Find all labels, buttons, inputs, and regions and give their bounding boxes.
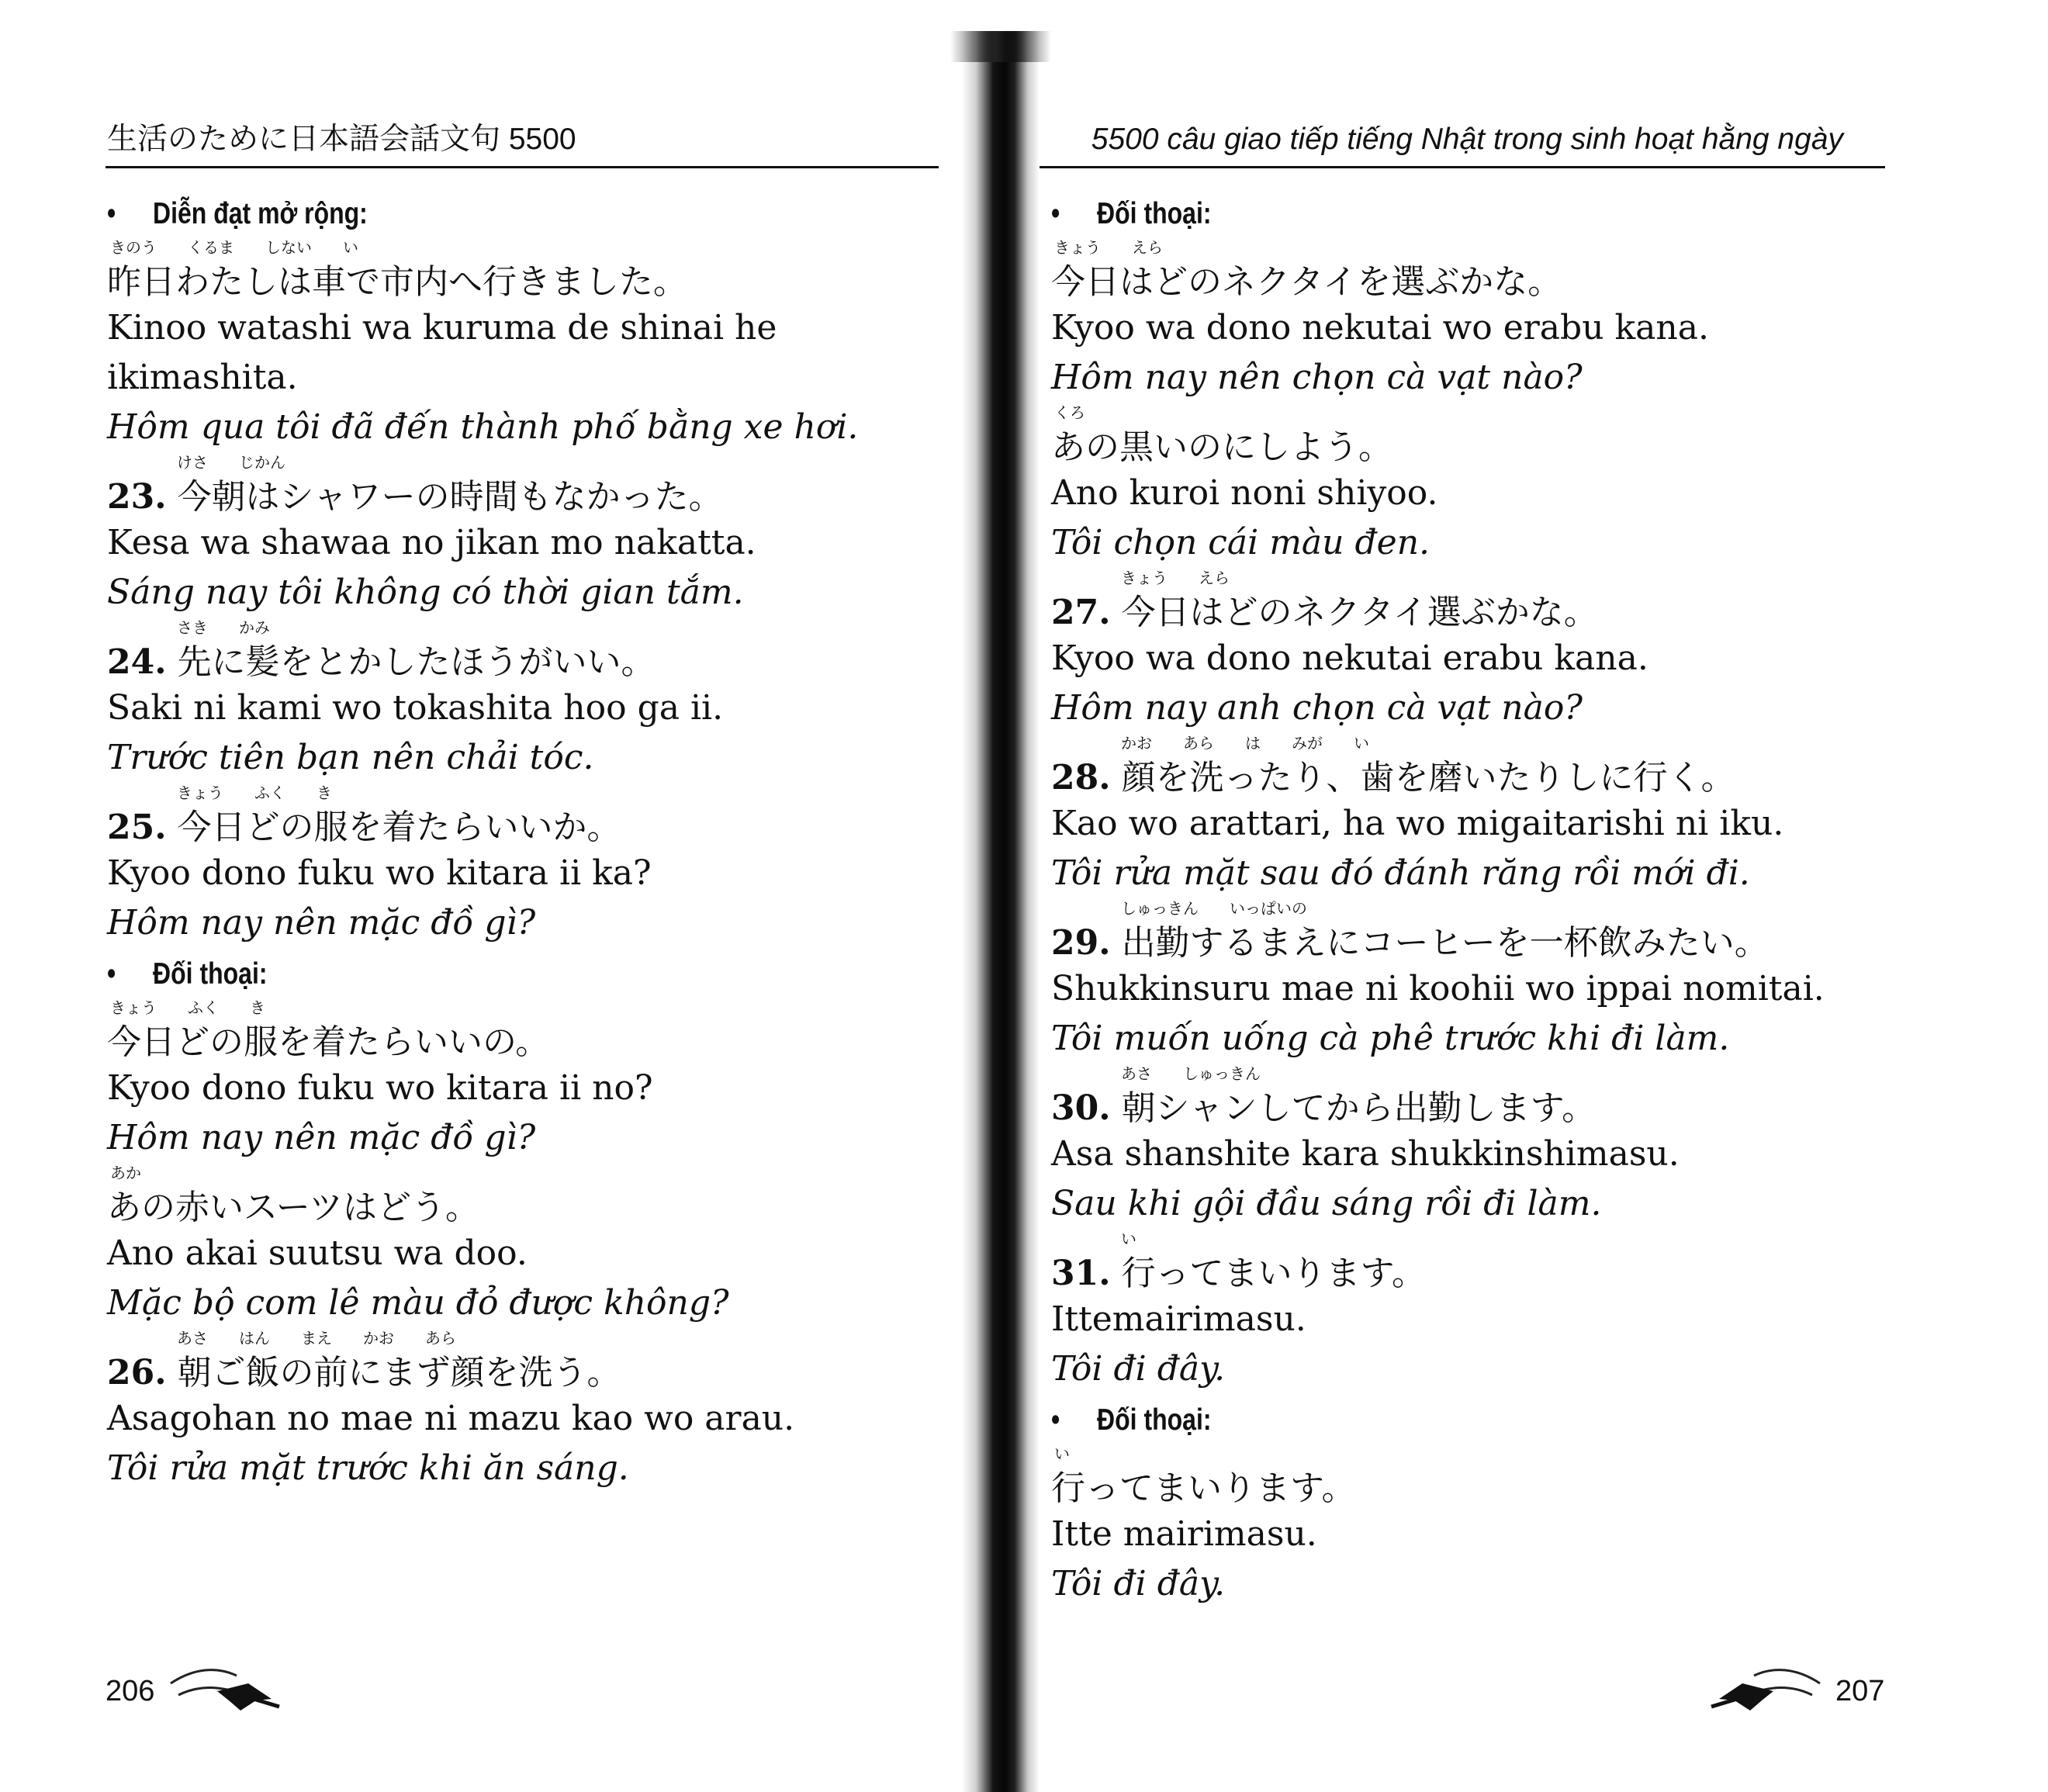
phrase-number: 30. [1051, 1088, 1111, 1128]
numbered-phrase [1051, 1064, 1889, 1130]
romaji-line: Ano akai suutsu wa doo. [107, 1233, 528, 1273]
japanese-line [1051, 1444, 1889, 1510]
numbered-phrase [1051, 568, 1889, 634]
phrase-number: 31. [1051, 1254, 1111, 1293]
japanese-text: 今日どの服を着たらいいの。 [107, 1022, 550, 1062]
romaji-line: Kinoo watashi wa kuruma de shinai he [107, 308, 777, 348]
japanese-text: あの黒いのにしよう。 [1051, 427, 1392, 467]
section-heading-label: Đối thoại: [1097, 1403, 1212, 1437]
furigana: かお [1121, 734, 1152, 752]
furigana: えら [1199, 569, 1230, 587]
furigana: えら [1132, 238, 1163, 257]
furigana: はん [239, 1329, 270, 1347]
section-heading [107, 191, 794, 237]
vietnamese-translation: Hôm nay nên mặc đồ gì? [107, 1118, 536, 1157]
section-heading-label: Đối thoại: [1097, 197, 1212, 230]
vietnamese-translation: Trước tiên bạn nên chải tóc. [107, 738, 594, 777]
phrase-number: 27. [1051, 593, 1111, 632]
bird-ornament-icon [163, 1652, 287, 1722]
furigana: あさ [1121, 1064, 1152, 1083]
phrase-number: 24. [107, 642, 167, 682]
romaji-line: Saki ni kami wo tokashita hoo ga ii. [107, 688, 724, 728]
japanese-text: 今日はどのネクタイを選ぶかな。 [1051, 262, 1562, 302]
japanese-text: 顔を洗ったり、歯を磨いたりしに行く。 [1121, 758, 1735, 797]
furigana: いっぱいの [1230, 899, 1307, 918]
left-header-rule [106, 166, 939, 168]
romaji-line: Asagohan no mae ni mazu kao wo arau. [107, 1399, 795, 1438]
japanese-line [107, 237, 945, 303]
left-page-content [107, 188, 945, 1493]
vietnamese-translation: Tôi đi đây. [1051, 1349, 1226, 1389]
japanese-line [1051, 403, 1889, 469]
phrase-number: 26. [107, 1353, 167, 1392]
furigana: い [1121, 1230, 1136, 1248]
romaji-line: Ittemairimasu. [1051, 1299, 1306, 1339]
bird-ornament-icon [1704, 1652, 1828, 1722]
romaji-line: Kyoo dono fuku wo kitara ii ka? [107, 853, 652, 893]
vietnamese-translation: Sáng nay tôi không có thời gian tắm. [107, 573, 744, 612]
furigana: かみ [239, 618, 270, 637]
romaji-line: Kesa wa shawaa no jikan mo nakatta. [107, 523, 756, 562]
furigana: ふく [188, 998, 219, 1017]
furigana: ふく [254, 784, 285, 802]
phrase-number: 28. [1051, 758, 1111, 797]
vietnamese-translation: Tôi chọn cái màu đen. [1051, 523, 1430, 562]
right-running-header: 5500 câu giao tiếp tiếng Nhật trong sinh hoạt hằng ngày [1091, 123, 1843, 156]
romaji-line: Asa shanshite kara shukkinshimasu. [1051, 1134, 1680, 1174]
furigana: あら [1183, 734, 1214, 752]
romaji-line: ikimashita. [107, 358, 298, 397]
furigana: しゅっきん [1121, 899, 1199, 918]
furigana: い [343, 238, 358, 257]
vietnamese-translation: Mặc bộ com lê màu đỏ được không? [107, 1283, 729, 1323]
furigana: けさ [177, 453, 208, 472]
section-heading [1051, 1397, 1738, 1444]
furigana: かお [363, 1329, 394, 1347]
vietnamese-translation: Tôi đi đây. [1051, 1564, 1226, 1603]
left-page-number: 206 [106, 1675, 155, 1707]
furigana: きょう [110, 998, 157, 1017]
section-heading-label: Đối thoại: [153, 957, 268, 991]
furigana-row [107, 618, 945, 638]
furigana: みが [1292, 734, 1323, 752]
vietnamese-translation: Tôi rửa mặt sau đó đánh răng rồi mới đi. [1051, 853, 1750, 893]
furigana: きょう [1121, 569, 1168, 587]
furigana-row [107, 783, 945, 803]
furigana: くるま [188, 238, 234, 257]
furigana: は [1245, 734, 1261, 752]
numbered-phrase [107, 1328, 945, 1394]
furigana: い [1354, 734, 1369, 752]
furigana: まえ [301, 1329, 332, 1347]
phrase-number: 23. [107, 477, 167, 517]
japanese-text: 行ってまいります。 [1051, 1469, 1356, 1508]
romaji-line: Kyoo dono fuku wo kitara ii no? [107, 1068, 653, 1108]
furigana-row [1051, 1444, 1889, 1464]
furigana: くろ [1054, 403, 1085, 422]
japanese-text: 行ってまいります。 [1121, 1254, 1427, 1293]
furigana-row [1051, 1229, 1889, 1249]
japanese-text: 今日はどのネクタイ選ぶかな。 [1121, 593, 1598, 632]
left-page [0, 0, 1001, 1792]
furigana: い [1054, 1444, 1070, 1463]
japanese-text: 先に髪をとかしたほうがいい。 [177, 642, 656, 682]
furigana: じかん [239, 453, 285, 472]
romaji-line: Kyoo wa dono nekutai erabu kana. [1051, 638, 1648, 678]
vietnamese-translation: Hôm nay nên chọn cà vạt nào? [1051, 358, 1583, 397]
bullet-icon: • [107, 197, 116, 230]
romaji-line: Kao wo arattari, ha wo migaitarishi ni iku. [1051, 804, 1784, 843]
furigana-row [107, 237, 945, 258]
bullet-icon: • [1051, 197, 1060, 230]
japanese-text: 出勤するまえにコーヒーを一杯飲みたい。 [1121, 923, 1769, 963]
bullet-icon: • [1051, 1403, 1060, 1437]
furigana-row [107, 1328, 945, 1348]
furigana: きのう [110, 238, 157, 257]
vietnamese-translation: Sau khi gội đầu sáng rồi đi làm. [1051, 1184, 1602, 1223]
furigana: あさ [177, 1329, 208, 1347]
numbered-phrase [1051, 733, 1889, 799]
furigana: き [317, 784, 332, 802]
furigana: しゅっきん [1183, 1064, 1261, 1083]
left-running-header: 生活のために日本語会話文句 5500 [107, 123, 576, 156]
furigana-row [1051, 568, 1889, 588]
furigana: き [250, 998, 265, 1017]
numbered-phrase [107, 452, 945, 518]
japanese-line [1051, 237, 1889, 303]
numbered-phrase [107, 783, 945, 849]
japanese-text: 昨日わたしは車で市内へ行きました。 [107, 262, 687, 302]
numbered-phrase [1051, 898, 1889, 964]
japanese-text: 今朝はシャワーの時間もなかった。 [177, 477, 723, 517]
furigana-row [1051, 403, 1889, 423]
japanese-text: 朝シャンしてから出勤します。 [1121, 1088, 1597, 1128]
furigana-row [1051, 898, 1889, 918]
right-page-content [1051, 188, 1889, 1609]
romaji-line: Itte mairimasu. [1051, 1514, 1317, 1554]
japanese-text: 朝ご飯の前にまず顔を洗う。 [177, 1353, 621, 1392]
vietnamese-translation: Hôm nay anh chọn cà vạt nào? [1051, 688, 1583, 728]
vietnamese-translation: Tôi muốn uống cà phê trước khi đi làm. [1051, 1019, 1730, 1058]
furigana: さき [177, 618, 208, 637]
furigana: あら [425, 1329, 456, 1347]
japanese-text: 今日どの服を着たらいいか。 [177, 808, 621, 847]
numbered-phrase [1051, 1229, 1889, 1295]
section-heading-label: Diễn đạt mở rộng: [153, 197, 368, 230]
section-heading [107, 951, 794, 998]
japanese-line [107, 1163, 945, 1229]
furigana: あか [110, 1164, 141, 1182]
furigana: きょう [177, 784, 223, 802]
section-heading [1051, 191, 1738, 237]
numbered-phrase [107, 618, 945, 683]
furigana-row [1051, 1064, 1889, 1084]
vietnamese-translation: Tôi rửa mặt trước khi ăn sáng. [107, 1448, 629, 1488]
right-page-number: 207 [1835, 1675, 1885, 1707]
romaji-line: Ano kuroi noni shiyoo. [1051, 473, 1438, 513]
vietnamese-translation: Hôm nay nên mặc đồ gì? [107, 903, 536, 943]
japanese-line [107, 998, 945, 1064]
right-page [1001, 0, 2048, 1792]
phrase-number: 25. [107, 808, 167, 847]
japanese-text: あの赤いスーツはどう。 [107, 1188, 480, 1227]
bullet-icon: • [107, 957, 116, 991]
furigana-row [107, 1163, 945, 1183]
furigana-row [1051, 733, 1889, 753]
furigana-row [107, 452, 945, 472]
romaji-line: Kyoo wa dono nekutai wo erabu kana. [1051, 308, 1709, 348]
right-header-rule [1040, 166, 1885, 168]
furigana: きょう [1054, 238, 1101, 257]
vietnamese-translation: Hôm qua tôi đã đến thành phố bằng xe hơi. [107, 407, 859, 447]
phrase-number: 29. [1051, 923, 1111, 963]
furigana-row [107, 998, 945, 1018]
furigana-row [1051, 237, 1889, 258]
furigana: しない [265, 238, 312, 257]
romaji-line: Shukkinsuru mae ni koohii wo ippai nomitai. [1051, 969, 1825, 1008]
